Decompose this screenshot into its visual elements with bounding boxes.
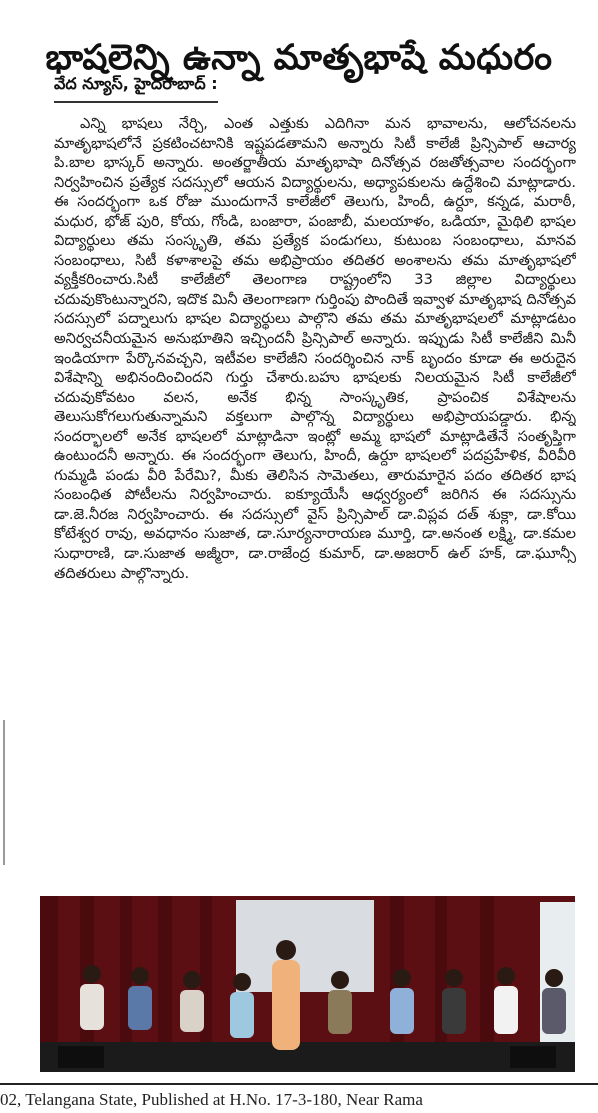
seated-student <box>390 969 414 1034</box>
column-rule <box>3 720 5 865</box>
event-photo-illustration <box>40 896 575 1072</box>
event-photo <box>40 896 575 1072</box>
seated-student <box>230 973 254 1038</box>
seated-student <box>494 967 518 1034</box>
seated-student <box>180 971 204 1032</box>
headline: భాషలెన్ని ఉన్నా మాతృభాషే మధురం <box>45 38 553 79</box>
seated-student <box>128 967 152 1030</box>
projection-screen <box>236 900 374 992</box>
footer-rule <box>0 1083 598 1085</box>
article-body: ఎన్ని భాషలు నేర్చి, ఎంత ఎత్తుకు ఎదిగినా మన భావాలను, ఆలోచనలను మాతృభాషలోనే ప్రకటించటానికి ఇష్టపడతామని అన్నారు సిటీ కాలేజీ ప్రిన్సిపాల్ ఆచార్య పి.బాల భాస్కర్ అన్నారు. అంతర్జాతీయ మాతృభాషా దినోత్సవ రజతోత్సవాల సందర్భంగా నిర్వహించిన ప్రత్యేక సదస్సులో ఆయన విద్యార్థులను, అధ్యాపకులను ఉద్దేశించి మాట్లాడారు. ఈ సందర్భంగా ఒక రోజు ముందుగానే కాలేజీలో తెలుగు, హిందీ, ఉర్దూ, కన్నడ, మరాఠీ, మధుర, భోజ్ పురి, కోయ, గోండి, బంజారా, పంజాబీ, మలయాళం, ఒడియా, మైథిలి భాషల విద్యార్థులు తమ సంస్కృతి, తమ ప్రత్యేక పండుగలు, కుటుంబ సంబంధాలు, మానవ సంబంధాలు, సిటీ కళాశాలపై తమ అభిప్రాయం తదితర అంశాలను తమ మాతృభాషలో వ్యక్తీకరించారు.సిటీ కాలేజీలో తెలంగాణ రాష్ట్రంలోని 33 జిల్లాల విద్యార్థులు చదువుకొంటున్నారని, ఇదొక మినీ తెలంగాణగా గుర్తింపు పొందితే ఇవ్వాళ మాతృభాష దినోత్సవ సదస్సులో పద్నాలుగు భాషల విద్యార్థులు పాల్గొని తమ తమ మాతృభాషలలో మాట్లాడటం అనిర్వచనీయమైన అనుభూతిని ఇచ్చిందనీ ప్రిన్సిపాల్ అన్నారు. ఇప్పుడు సిటీ కాలేజీని మినీ ఇండియాగా పేర్కొనవచ్చని, ఇటీవల కాలేజీని సందర్శించిన నాక్ బృందం కూడా ఈ అరుదైన విశేషాన్ని అభినందించిందని గుర్తు చేశారు.బహు భాషలకు నిలయమైన సిటీ కాలేజీలో చదువుకోవటం వలన, అనేక భిన్న సాంస్కృతిక, ప్రాపంచిక విశేషాలను తెలుసుకోగలుగుతున్నామని వక్తలుగా పాల్గొన్న విద్యార్థులు అభిప్రాయపడ్డారు. భిన్న సందర్భాలలో అనేక భాషలలో మాట్లాడినా ఇంట్లో అమ్మ భాషలో మాట్లాడితేనే సంతృప్తిగా ఉంటుందనీ అన్నారు. ఈ సందర్భంగా తెలుగు, హిందీ, ఉర్దూ భాషలలో పదప్రహేళిక, వీరివీరి గుమ్మడి పండు వీరి పేరేమి?, మీకు తెలిసిన సామెతలు, తారుమారైన పదం తదితర భాష సంబంధిత పోటీలను నిర్వహించారు. ఐక్యూయేసీ ఆధ్వర్యంలో జరిగిన ఈ సదస్సును డా.జె.నీరజ నిర్వహించారు. ఈ సదస్సులో వైస్ ప్రిన్సిపాల్ డా.విప్లవ దత్ శుక్లా, డా.కోయి కోటేశ్వర రావు, అవధానం సుజాత, డా.సూర్యనారాయణ మూర్తి, డా.అనంత లక్ష్మి, డా.కమల సుధారాణి, డా.సుజాత అజ్మీరా, డా.రాజేంద్ర కుమార్, డా.అజరార్ ఉల్ హక్, డా.ఘూన్సీ తదితరులు పాల్గొన్నారు. <box>54 115 576 582</box>
seated-student <box>442 969 466 1034</box>
dateline: వేద న్యూస్, హైదరాబాద్ : <box>54 74 218 103</box>
imprint-footer: 02, Telangana State, Published at H.No. 17-3-180, Near Rama <box>0 1090 423 1109</box>
seated-student <box>542 969 566 1034</box>
seated-student <box>328 971 352 1034</box>
stage-floor <box>40 1042 575 1072</box>
seated-student <box>80 965 104 1030</box>
